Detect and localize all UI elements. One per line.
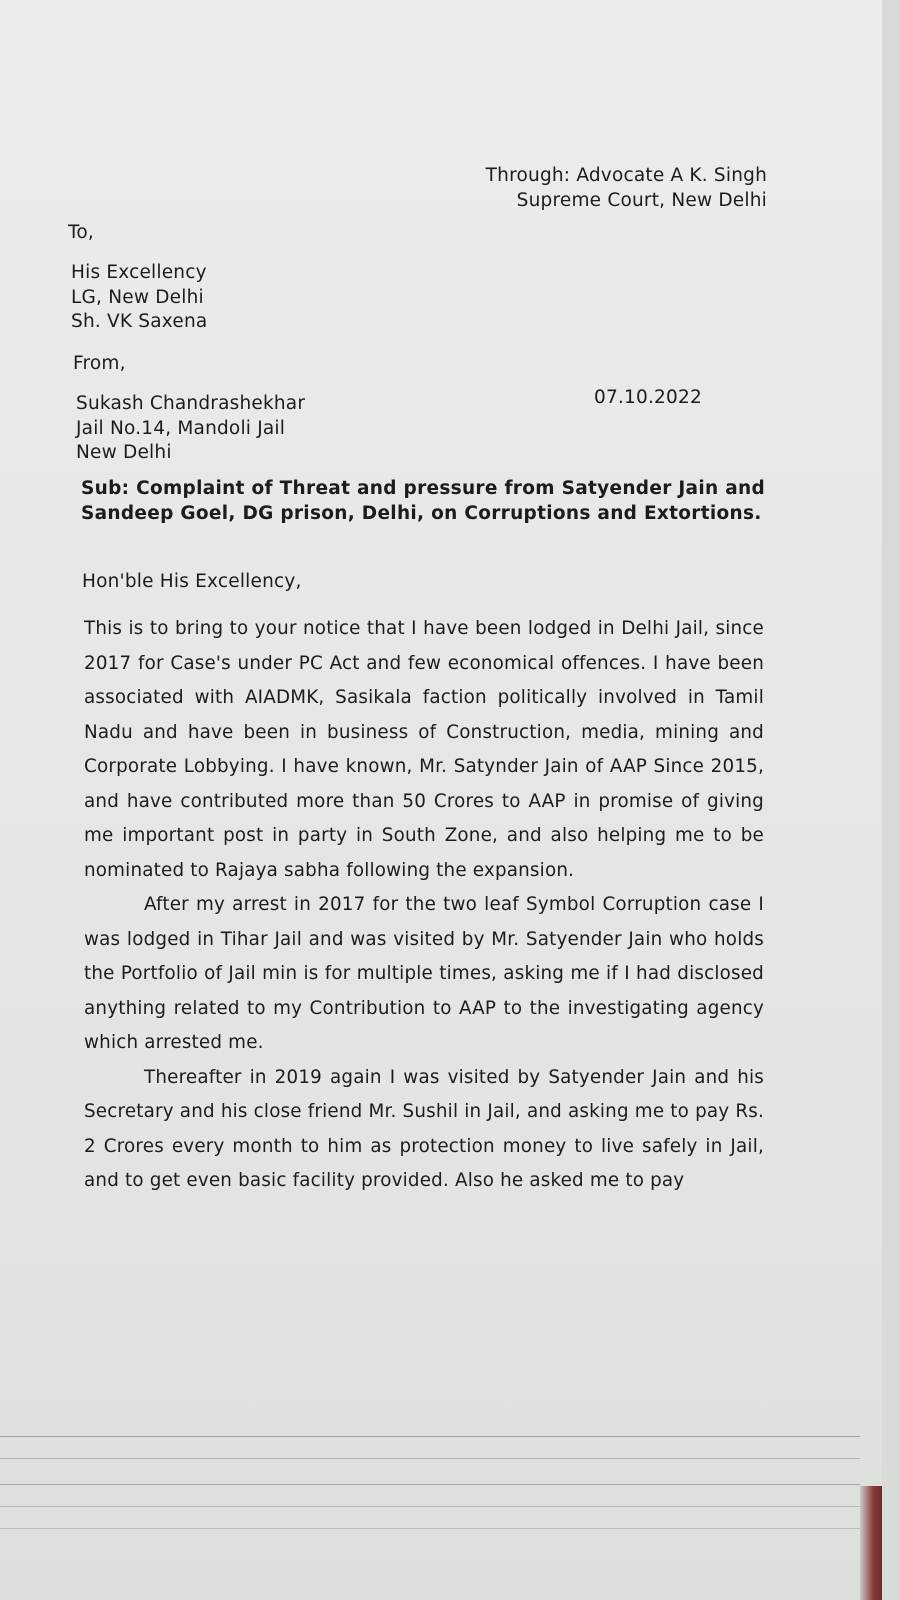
sender-line: New Delhi: [76, 442, 172, 463]
recipient-line: His Excellency: [71, 262, 207, 283]
body-paragraph: After my arrest in 2017 for the two leaf Symbol Corruption case I was lodged in Tihar Jail and was visited by Mr. Satyender Jain who holds the Portfolio of Jail min is for multiple times, asking me if I had disclosed anything related to my Contribution to AAP to the investigating agency which arrested me.: [84, 894, 764, 1053]
sender-line: Sukash Chandrashekhar: [76, 393, 306, 414]
binder-edge: [860, 1486, 882, 1600]
page-edge-line: [0, 1528, 860, 1529]
recipient-line: Sh. VK Saxena: [71, 311, 208, 332]
subject-line: Sub: Complaint of Threat and pressure from Satyender Jain and Sandeep Goel, DG prison, Delhi, on Corruptions and Extortions.: [81, 478, 765, 524]
through-advocate: Through: Advocate A K. Singh: [485, 165, 767, 186]
through-block: [430, 164, 767, 213]
page-edge-line: [0, 1458, 860, 1459]
body-paragraph: Thereafter in 2019 again I was visited by Satyender Jain and his Secretary and his close friend Mr. Sushil in Jail, and asking me to pay Rs. 2 Crores every month to him as protection money to live safely in Jail, and to get even basic facility provided. Also he asked me to pay: [84, 1066, 764, 1191]
salutation: Hon'ble His Excellency,: [82, 571, 302, 592]
letter-body: [84, 612, 764, 1199]
page-edge-line: [0, 1506, 860, 1507]
body-paragraph: This is to bring to your notice that I have been lodged in Delhi Jail, since 2017 for Case's under PC Act and few economical offences. I have been associated with AIADMK, Sasikala faction politically involved in Tamil Nadu and have been in business of Construction, media, mining and Corporate Lobbying. I have known, Mr. Satynder Jain of AAP Since 2015, and have contributed more than 50 Crores to AAP in promise of giving me important post in party in South Zone, and also helping me to be nominated to Rajaya sabha following the expansion.: [84, 618, 764, 881]
letter-date: 07.10.2022: [594, 387, 702, 408]
sender-block: [76, 392, 305, 466]
recipient-line: LG, New Delhi: [71, 286, 204, 308]
recipient-block: [71, 261, 207, 335]
page-edge-line: [0, 1436, 860, 1437]
from-label: From,: [73, 353, 126, 374]
to-label: To,: [68, 222, 94, 243]
sender-line: Jail No.14, Mandoli Jail: [76, 417, 286, 439]
through-court: Supreme Court, New Delhi: [516, 189, 767, 211]
page-edge-line: [0, 1484, 860, 1485]
